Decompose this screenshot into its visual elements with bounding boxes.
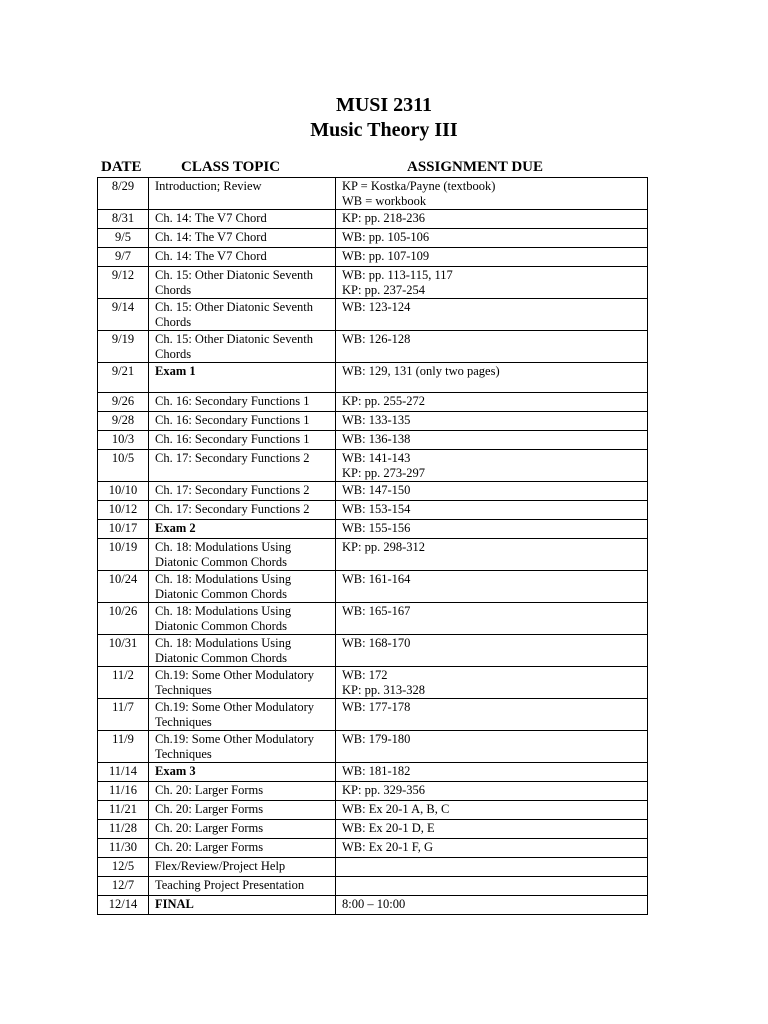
assignment-cell bbox=[336, 267, 648, 299]
topic-cell bbox=[149, 229, 336, 248]
date-cell: 11/16 bbox=[98, 782, 149, 801]
table-row bbox=[98, 393, 648, 412]
assignment-cell bbox=[336, 299, 648, 331]
date-cell: 9/21 bbox=[98, 363, 149, 393]
date-cell: 9/7 bbox=[98, 248, 149, 267]
assignment-line: WB: 172 bbox=[342, 668, 388, 682]
table-row bbox=[98, 178, 648, 210]
topic-line: Ch. 16: Secondary Functions 1 bbox=[155, 432, 310, 446]
topic-line: Exam 3 bbox=[155, 764, 196, 778]
topic-line: Diatonic Common Chords bbox=[155, 586, 287, 601]
column-header-date: DATE bbox=[101, 159, 142, 175]
assignment-cell bbox=[336, 801, 648, 820]
topic-cell bbox=[149, 635, 336, 667]
table-row bbox=[98, 331, 648, 363]
assignment-line: WB: 161-164 bbox=[342, 572, 411, 586]
topic-cell bbox=[149, 299, 336, 331]
date-cell: 9/28 bbox=[98, 412, 149, 431]
topic-line: Ch. 15: Other Diatonic Seventh bbox=[155, 332, 313, 346]
table-row bbox=[98, 450, 648, 482]
topic-line: Ch. 17: Secondary Functions 2 bbox=[155, 483, 310, 497]
assignment-line: KP: pp. 298-312 bbox=[342, 540, 425, 554]
topic-line: Ch.19: Some Other Modulatory bbox=[155, 668, 315, 682]
date-cell: 8/29 bbox=[98, 178, 149, 210]
topic-line: Diatonic Common Chords bbox=[155, 618, 287, 633]
topic-cell bbox=[149, 763, 336, 782]
topic-line: Ch. 17: Secondary Functions 2 bbox=[155, 502, 310, 516]
assignment-line: WB: 177-178 bbox=[342, 700, 411, 714]
topic-line: Ch. 14: The V7 Chord bbox=[155, 211, 267, 225]
assignment-line: WB: 165-167 bbox=[342, 604, 411, 618]
assignment-line: WB: 129, 131 (only two pages) bbox=[342, 364, 500, 378]
topic-cell bbox=[149, 782, 336, 801]
topic-line: Ch. 20: Larger Forms bbox=[155, 840, 264, 854]
topic-line: Flex/Review/Project Help bbox=[155, 859, 286, 873]
assignment-cell bbox=[336, 539, 648, 571]
date-cell: 11/14 bbox=[98, 763, 149, 782]
topic-line: Ch. 20: Larger Forms bbox=[155, 802, 264, 816]
date-cell: 8/31 bbox=[98, 210, 149, 229]
date-cell: 12/5 bbox=[98, 858, 149, 877]
assignment-line: WB: Ex 20-1 A, B, C bbox=[342, 802, 450, 816]
assignment-line: WB: 123-124 bbox=[342, 300, 411, 314]
table-row bbox=[98, 731, 648, 763]
topic-line: Techniques bbox=[155, 682, 212, 697]
topic-cell bbox=[149, 248, 336, 267]
topic-cell bbox=[149, 210, 336, 229]
table-row bbox=[98, 363, 648, 393]
topic-cell bbox=[149, 178, 336, 210]
assignment-line: WB: 133-135 bbox=[342, 413, 411, 427]
assignment-cell bbox=[336, 229, 648, 248]
assignment-cell bbox=[336, 482, 648, 501]
course-code: MUSI 2311 bbox=[335, 94, 433, 116]
topic-line: Teaching Project Presentation bbox=[155, 878, 305, 892]
assignment-line: WB: 179-180 bbox=[342, 732, 411, 746]
topic-line: Ch. 18: Modulations Using bbox=[155, 604, 292, 618]
assignment-line: WB: 181-182 bbox=[342, 764, 411, 778]
course-name: Music Theory III bbox=[310, 119, 458, 141]
topic-cell bbox=[149, 731, 336, 763]
table-row bbox=[98, 520, 648, 539]
topic-cell bbox=[149, 363, 336, 393]
assignment-line: 8:00 – 10:00 bbox=[342, 897, 406, 911]
assignment-line: WB = workbook bbox=[342, 193, 427, 208]
column-header-row bbox=[97, 159, 647, 177]
topic-line: Ch.19: Some Other Modulatory bbox=[155, 700, 315, 714]
topic-line: Ch. 17: Secondary Functions 2 bbox=[155, 451, 310, 465]
table-row bbox=[98, 539, 648, 571]
table-row bbox=[98, 896, 648, 915]
assignment-cell bbox=[336, 896, 648, 915]
topic-line: Techniques bbox=[155, 714, 212, 729]
assignment-cell bbox=[336, 877, 648, 896]
topic-line: Ch. 14: The V7 Chord bbox=[155, 249, 267, 263]
topic-line: Diatonic Common Chords bbox=[155, 554, 287, 569]
topic-line: Ch. 18: Modulations Using bbox=[155, 540, 292, 554]
topic-line: Ch. 16: Secondary Functions 1 bbox=[155, 394, 310, 408]
table-row bbox=[98, 635, 648, 667]
date-cell: 11/21 bbox=[98, 801, 149, 820]
assignment-line: KP = Kostka/Payne (textbook) bbox=[342, 179, 496, 193]
assignment-cell bbox=[336, 763, 648, 782]
table-row bbox=[98, 299, 648, 331]
assignment-line: WB: 155-156 bbox=[342, 521, 411, 535]
table-row bbox=[98, 820, 648, 839]
assignment-cell bbox=[336, 635, 648, 667]
table-row bbox=[98, 801, 648, 820]
assignment-cell bbox=[336, 839, 648, 858]
topic-cell bbox=[149, 603, 336, 635]
assignment-cell bbox=[336, 667, 648, 699]
topic-line: Ch. 16: Secondary Functions 1 bbox=[155, 413, 310, 427]
table-row bbox=[98, 667, 648, 699]
topic-cell bbox=[149, 267, 336, 299]
table-row bbox=[98, 858, 648, 877]
topic-line: Introduction; Review bbox=[155, 179, 262, 193]
topic-line: Ch. 20: Larger Forms bbox=[155, 783, 264, 797]
column-header-assignment: ASSIGNMENT DUE bbox=[407, 159, 544, 175]
schedule-table-body bbox=[98, 178, 648, 915]
assignment-line: WB: 136-138 bbox=[342, 432, 411, 446]
topic-cell bbox=[149, 699, 336, 731]
date-cell: 11/2 bbox=[98, 667, 149, 699]
topic-cell bbox=[149, 482, 336, 501]
assignment-cell bbox=[336, 858, 648, 877]
assignment-cell bbox=[336, 520, 648, 539]
date-cell: 9/12 bbox=[98, 267, 149, 299]
topic-line: Chords bbox=[155, 314, 192, 329]
date-cell: 10/3 bbox=[98, 431, 149, 450]
table-row bbox=[98, 699, 648, 731]
table-row bbox=[98, 763, 648, 782]
table-row bbox=[98, 248, 648, 267]
assignment-line: KP: pp. 237-254 bbox=[342, 282, 425, 297]
topic-line: Exam 2 bbox=[155, 521, 196, 535]
assignment-line: WB: 141-143 bbox=[342, 451, 411, 465]
assignment-cell bbox=[336, 571, 648, 603]
table-row bbox=[98, 571, 648, 603]
topic-cell bbox=[149, 896, 336, 915]
topic-cell bbox=[149, 839, 336, 858]
table-row bbox=[98, 482, 648, 501]
topic-cell bbox=[149, 667, 336, 699]
assignment-line: WB: 147-150 bbox=[342, 483, 411, 497]
topic-cell bbox=[149, 520, 336, 539]
topic-cell bbox=[149, 393, 336, 412]
date-cell: 10/17 bbox=[98, 520, 149, 539]
assignment-cell bbox=[336, 820, 648, 839]
topic-line: Diatonic Common Chords bbox=[155, 650, 287, 665]
table-row bbox=[98, 210, 648, 229]
table-row bbox=[98, 267, 648, 299]
topic-line: Ch. 18: Modulations Using bbox=[155, 572, 292, 586]
topic-line: Ch. 15: Other Diatonic Seventh bbox=[155, 268, 313, 282]
table-row bbox=[98, 412, 648, 431]
date-cell: 11/30 bbox=[98, 839, 149, 858]
date-cell: 10/19 bbox=[98, 539, 149, 571]
assignment-cell bbox=[336, 731, 648, 763]
topic-cell bbox=[149, 450, 336, 482]
topic-line: Techniques bbox=[155, 746, 212, 761]
date-cell: 10/31 bbox=[98, 635, 149, 667]
topic-line: Chords bbox=[155, 282, 192, 297]
table-row bbox=[98, 839, 648, 858]
topic-line: Chords bbox=[155, 346, 192, 361]
topic-line: Ch. 14: The V7 Chord bbox=[155, 230, 267, 244]
date-cell: 10/24 bbox=[98, 571, 149, 603]
topic-cell bbox=[149, 431, 336, 450]
date-cell: 11/9 bbox=[98, 731, 149, 763]
assignment-line: KP: pp. 273-297 bbox=[342, 465, 425, 480]
table-row bbox=[98, 782, 648, 801]
assignment-cell bbox=[336, 331, 648, 363]
date-cell: 10/12 bbox=[98, 501, 149, 520]
table-row bbox=[98, 229, 648, 248]
document-title-block bbox=[0, 93, 768, 143]
date-cell: 9/26 bbox=[98, 393, 149, 412]
assignment-cell bbox=[336, 412, 648, 431]
assignment-line: WB: Ex 20-1 D, E bbox=[342, 821, 435, 835]
topic-cell bbox=[149, 412, 336, 431]
topic-cell bbox=[149, 571, 336, 603]
topic-cell bbox=[149, 801, 336, 820]
topic-line: Ch. 18: Modulations Using bbox=[155, 636, 292, 650]
assignment-line: WB: 153-154 bbox=[342, 502, 411, 516]
date-cell: 11/7 bbox=[98, 699, 149, 731]
topic-line: Ch. 15: Other Diatonic Seventh bbox=[155, 300, 313, 314]
schedule-table bbox=[97, 177, 648, 915]
assignment-cell bbox=[336, 501, 648, 520]
assignment-cell bbox=[336, 782, 648, 801]
assignment-line: KP: pp. 218-236 bbox=[342, 211, 425, 225]
assignment-cell bbox=[336, 699, 648, 731]
assignment-cell bbox=[336, 450, 648, 482]
assignment-line: KP: pp. 313-328 bbox=[342, 682, 425, 697]
assignment-line: KP: pp. 255-272 bbox=[342, 394, 425, 408]
assignment-cell bbox=[336, 431, 648, 450]
date-cell: 9/14 bbox=[98, 299, 149, 331]
topic-line: Exam 1 bbox=[155, 364, 196, 378]
assignment-cell bbox=[336, 248, 648, 267]
table-row bbox=[98, 431, 648, 450]
topic-cell bbox=[149, 539, 336, 571]
assignment-cell bbox=[336, 363, 648, 393]
topic-cell bbox=[149, 501, 336, 520]
date-cell: 12/14 bbox=[98, 896, 149, 915]
date-cell: 9/19 bbox=[98, 331, 149, 363]
table-row bbox=[98, 877, 648, 896]
table-row bbox=[98, 603, 648, 635]
assignment-cell bbox=[336, 178, 648, 210]
assignment-cell bbox=[336, 603, 648, 635]
date-cell: 9/5 bbox=[98, 229, 149, 248]
topic-line: Ch. 20: Larger Forms bbox=[155, 821, 264, 835]
date-cell: 10/10 bbox=[98, 482, 149, 501]
assignment-line: KP: pp. 329-356 bbox=[342, 783, 425, 797]
column-header-topic: CLASS TOPIC bbox=[181, 159, 281, 175]
assignment-line: WB: 168-170 bbox=[342, 636, 411, 650]
date-cell: 10/5 bbox=[98, 450, 149, 482]
topic-cell bbox=[149, 331, 336, 363]
topic-cell bbox=[149, 877, 336, 896]
topic-line: Ch.19: Some Other Modulatory bbox=[155, 732, 315, 746]
topic-line: FINAL bbox=[155, 897, 194, 911]
assignment-line: WB: pp. 105-106 bbox=[342, 230, 430, 244]
assignment-cell bbox=[336, 210, 648, 229]
topic-cell bbox=[149, 820, 336, 839]
date-cell: 11/28 bbox=[98, 820, 149, 839]
assignment-line: WB: pp. 113-115, 117 bbox=[342, 268, 453, 282]
assignment-line: WB: pp. 107-109 bbox=[342, 249, 430, 263]
assignment-line: WB: Ex 20-1 F, G bbox=[342, 840, 434, 854]
assignment-cell bbox=[336, 393, 648, 412]
assignment-line: WB: 126-128 bbox=[342, 332, 411, 346]
topic-cell bbox=[149, 858, 336, 877]
date-cell: 10/26 bbox=[98, 603, 149, 635]
table-row bbox=[98, 501, 648, 520]
date-cell: 12/7 bbox=[98, 877, 149, 896]
